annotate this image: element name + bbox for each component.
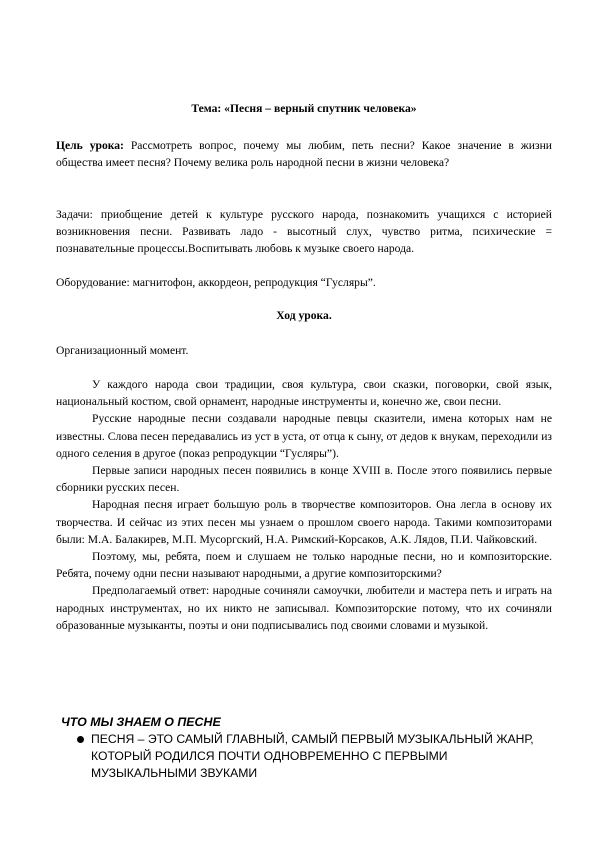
organizational-moment: Организационный момент. (56, 344, 189, 357)
body-paragraph: Поэтому, мы, ребята, поем и слушаем не только народные песни, но и композиторские. Ребята, почему одни песни называют народными, а другие композиторскими? (56, 550, 552, 581)
body-paragraph: Русские народные песни создавали народные певцы сказители, имена которых нам не известны. Слова песен передавались из уст в уста, от отца к сыну, от дедов к внукам, переходили из одного селения в другое (показ репродукции “Гусляры”). (56, 412, 552, 460)
body-paragraph: У каждого народа свои традиции, своя культура, свои сказки, поговорки, свой язык, национальный костюм, свой орнамент, народные инструменты и, конечно же, свои песни. (56, 378, 552, 409)
body-paragraph: Предполагаемый ответ: народные сочиняли самоучки, любители и мастера петь и играть на народных инструментах, но их никто не записывал. Композиторские потому, что их сочиняли образованные музыканты, поэты и они подписывались под своими словами и музыкой. (56, 584, 552, 632)
lesson-tasks: Задачи: приобщение детей к культуре русского народа, познакомить учащихся с историей возникновения песни. Развивать ладо - высотный слух, чувство ритма, психические = познавательные процессы.Воспитывать любовь к музыке своего народа. (56, 208, 552, 256)
lesson-title: Тема: «Песня – верный спутник человека» (191, 102, 417, 115)
lesson-goal (56, 137, 552, 171)
goal-label: Цель урока: (56, 139, 124, 152)
body-paragraph: Народная песня играет большую роль в творчестве композиторов. Она легла в основу их творчества. И сейчас из этих песен мы узнаем о прошлом своего народа. Такими композиторами были: М.А. Балакирев, М.П. Мусоргский, Н.А. Римский-Корсаков, А.К. Лядов, П.И. Чайковский. (56, 498, 552, 546)
body-paragraph: Первые записи народных песен появились в конце XVIII в. После этого появились первые сборники русских песен. (56, 464, 552, 495)
lesson-body (56, 376, 552, 634)
lesson-equipment: Оборудование: магнитофон, аккордеон, репродукция “Гусляры”. (56, 276, 376, 289)
goal-text: Рассмотреть вопрос, почему мы любим, петь песни? Какое значение в жизни общества имеет песня? Почему велика роль народной песни в жизни человека? (56, 139, 552, 170)
course-heading: Ход урока. (276, 309, 332, 322)
bullet-icon (77, 736, 84, 743)
known-heading: ЧТО МЫ ЗНАЕМ О ПЕСНЕ (61, 715, 221, 729)
bullet-item: ПЕСНЯ – ЭТО САМЫЙ ГЛАВНЫЙ, САМЫЙ ПЕРВЫЙ МУЗЫКАЛЬНЫЙ ЖАНР, КОТОРЫЙ РОДИЛСЯ ПОЧТИ ОДНОВРЕМЕННО С ПЕРВЫМИ МУЗЫКАЛЬНЫМИ ЗВУКАМИ (91, 732, 534, 780)
